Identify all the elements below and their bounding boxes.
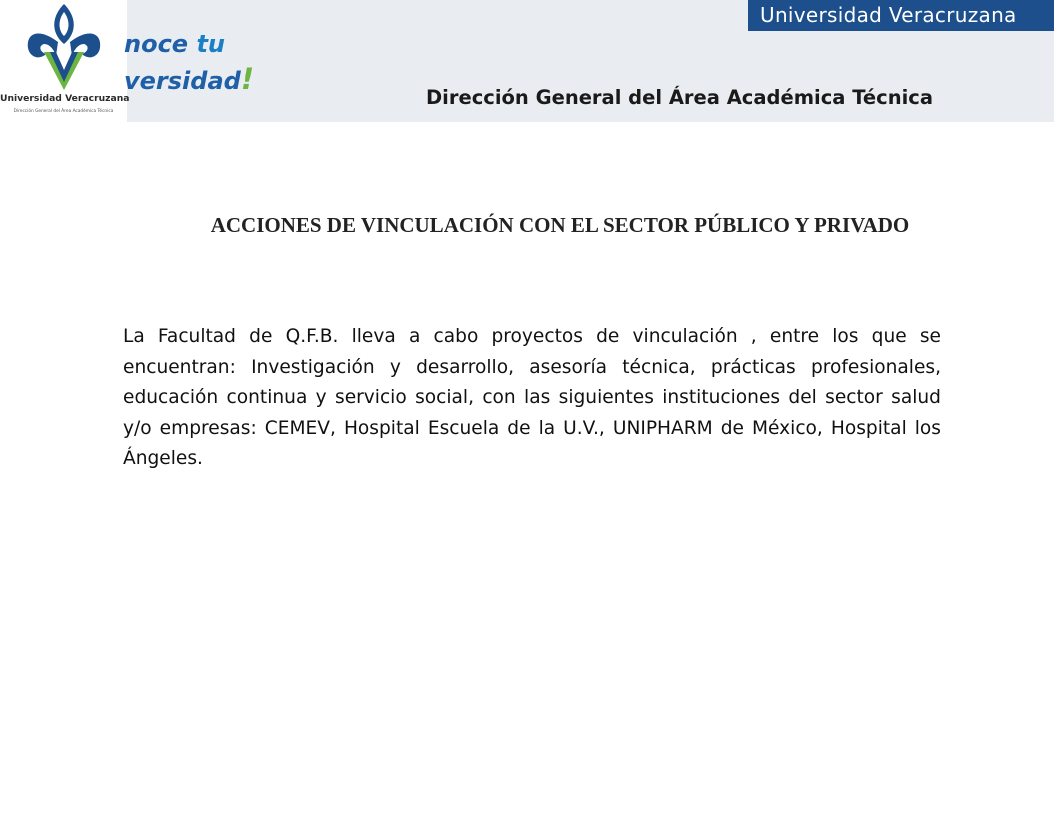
slogan-line-1 [124, 30, 225, 58]
department-title: Dirección General del Área Académica Técnica [426, 86, 933, 109]
slogan-exclamation: ! [240, 62, 255, 96]
page-title: ACCIONES DE VINCULACIÓN CON EL SECTOR PÚBLICO Y PRIVADO [210, 213, 910, 237]
body-paragraph: La Facultad de Q.F.B. lleva a cabo proyectos de vinculación , entre los que se encuentran: Investigación y desarrollo, asesoría técnica, prácticas profesionales, educación continua y servicio social, con las siguientes instituciones del sector salud y/o empresas: CEMEV, Hospital Escuela de la U.V., UNIPHARM de México, Hospital los Ángeles. [123, 326, 941, 469]
logo-subtitle: Dirección General del Área Académica Técnica [13, 109, 114, 114]
university-logo[interactable] [0, 0, 130, 122]
slogan-tu: tu [196, 30, 225, 58]
slogan-line-1-text: noce [124, 30, 197, 58]
slogan-line-2-text: versidad [124, 67, 241, 95]
flor-de-lis-logo-icon [22, 2, 106, 92]
logo-university-name: Universidad Veracruzana [0, 93, 130, 104]
slogan-line-2 [124, 62, 254, 96]
university-badge[interactable]: Universidad Veracruzana [748, 0, 1054, 31]
